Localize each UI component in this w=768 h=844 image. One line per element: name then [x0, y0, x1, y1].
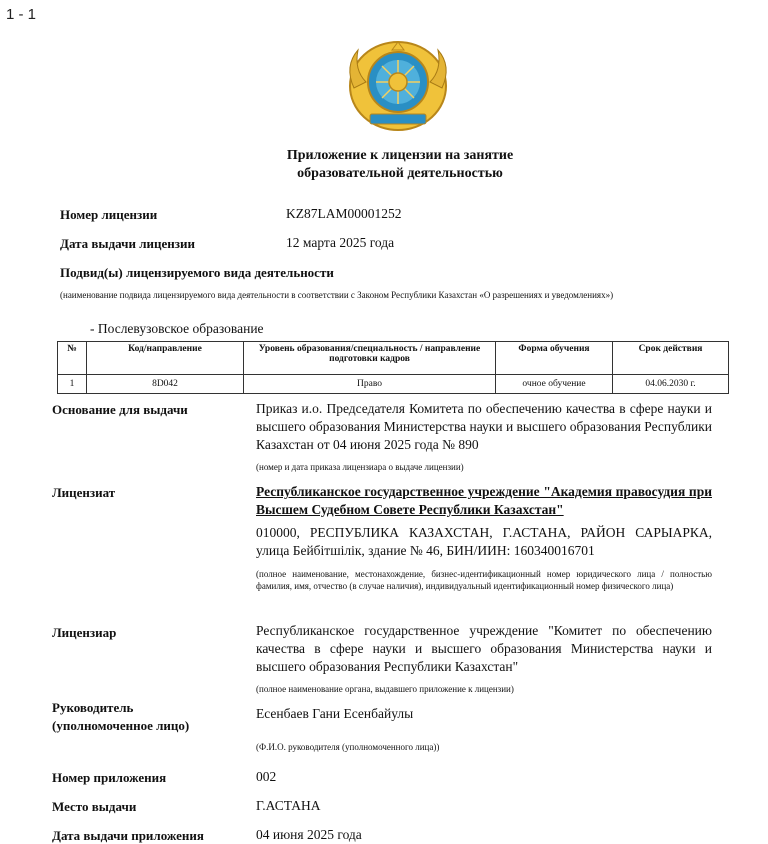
page-indicator: 1 - 1 — [6, 6, 37, 23]
licensor-label: Лицензиар — [52, 625, 117, 640]
place-label: Место выдачи — [52, 799, 137, 814]
title-line-1: Приложение к лицензии на занятие — [286, 148, 514, 163]
basis-note: (номер и дата приказа лицензиара о выдаче лицензии) — [256, 462, 464, 472]
licensee-note: (полное наименование, местонахождение, бизнес-идентификационный номер юридического лица / полностью фамилия, имя, отчество (в случае наличия), индивидуальный идентификационный номер физического лица) — [256, 569, 712, 591]
col-number-header: № — [58, 342, 87, 375]
head-note: (Ф.И.О. руководителя (уполномоченного лица)) — [256, 742, 440, 752]
place-value: Г.АСТАНА — [256, 798, 321, 813]
cell-validity: 04.06.2030 г. — [613, 375, 729, 394]
cell-level: Право — [244, 375, 496, 394]
licensee-name: Республиканское государственное учреждение "Академия правосудия при Высшем Судебном Совете Республики Казахстан" — [256, 484, 712, 517]
appendix-date-value: 04 июня 2025 года — [256, 827, 362, 842]
state-emblem — [340, 36, 456, 136]
cell-form: очное обучение — [496, 375, 613, 394]
appendix-number-label: Номер приложения — [52, 770, 167, 785]
license-number-label: Номер лицензии — [60, 207, 158, 222]
title-line-2: образовательной деятельностью — [297, 166, 503, 181]
subtypes-heading: Подвид(ы) лицензируемого вида деятельности — [60, 265, 334, 280]
appendix-number-value: 002 — [256, 769, 277, 784]
table-row — [58, 375, 729, 394]
basis-text: Приказ и.о. Председателя Комитета по обеспечению качества в сфере науки и высшего образования Министерства науки и высшего образования Республики Казахстан от 04 июня 2025 года № 890 — [256, 401, 713, 452]
head-label-line-1: Руководитель — [52, 700, 134, 715]
col-form-header: Форма обучения — [496, 342, 613, 375]
head-name: Есенбаев Гани Есенбайулы — [256, 706, 414, 721]
cell-number: 1 — [58, 375, 87, 394]
license-table — [57, 341, 729, 394]
licensor-text: Республиканское государственное учреждение "Комитет по обеспечению качества в сфере науки и высшего образования Министерства науки и высшего образования Республики Казахстан" — [256, 623, 712, 674]
document-title — [200, 147, 600, 183]
col-level-header: Уровень образования/специальность / направление подготовки кадров — [244, 342, 496, 375]
head-label-line-2: (уполномоченное лицо) — [52, 718, 190, 733]
head-label — [52, 699, 189, 735]
licensor-note: (полное наименование органа, выдавшего приложение к лицензии) — [256, 684, 514, 694]
subtype-item: - Послевузовское образование — [90, 321, 264, 336]
col-code-header: Код/направление — [87, 342, 244, 375]
table-header-row — [58, 342, 729, 375]
issue-date-label: Дата выдачи лицензии — [60, 236, 195, 251]
licensee-address: 010000, РЕСПУБЛИКА КАЗАХСТАН, Г.АСТАНА, РАЙОН САРЫАРКА, улица Бейбітшілік, здание № 46, БИН/ИИН: 160340016701 — [256, 525, 712, 558]
subtypes-note: (наименование подвида лицензируемого вида деятельности в соответствии с Законом Республики Казахстан «О разрешениях и уведомлениях») — [60, 290, 614, 300]
licensee-label: Лицензиат — [52, 485, 116, 500]
license-number-value: KZ87LAM00001252 — [286, 206, 402, 221]
col-validity-header: Срок действия — [613, 342, 729, 375]
cell-code: 8D042 — [87, 375, 244, 394]
appendix-date-label: Дата выдачи приложения — [52, 828, 204, 843]
issue-date-value: 12 марта 2025 года — [286, 235, 395, 250]
basis-label: Основание для выдачи — [52, 402, 188, 417]
